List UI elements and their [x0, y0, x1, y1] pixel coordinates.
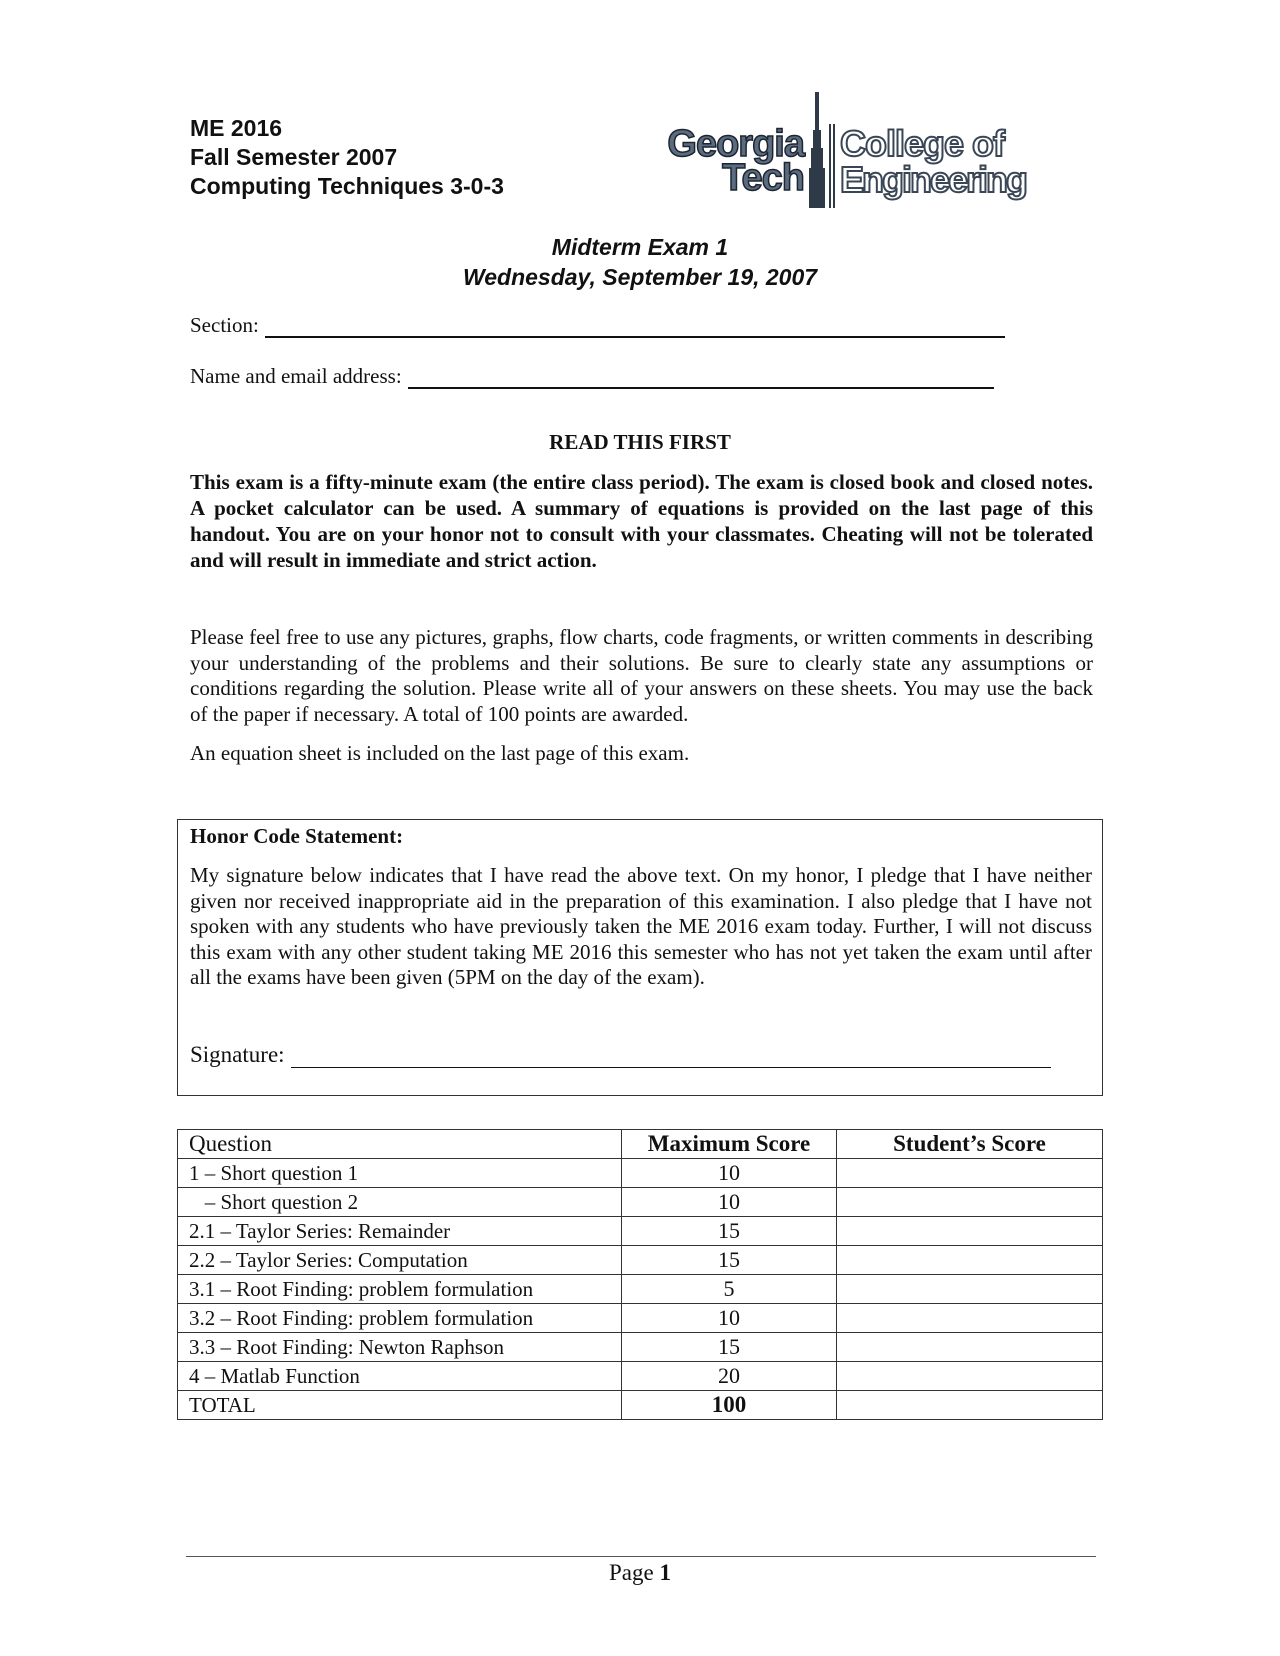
name-email-label: Name and email address: [190, 364, 402, 388]
max-score-cell: 10 [622, 1188, 837, 1217]
footer-divider [186, 1556, 1096, 1557]
student-score-cell[interactable] [837, 1362, 1103, 1391]
table-row [178, 1304, 1103, 1333]
total-student-score-cell[interactable] [837, 1391, 1103, 1420]
max-score-cell: 15 [622, 1217, 837, 1246]
score-table [177, 1129, 1103, 1420]
section-label: Section: [190, 313, 259, 337]
read-first-heading: READ THIS FIRST [549, 430, 731, 454]
exam-title: Midterm Exam 1 [551, 234, 729, 260]
course-name: Computing Techniques 3-0-3 [190, 173, 504, 199]
page-footer [0, 1560, 1280, 1586]
max-score-cell: 10 [622, 1159, 837, 1188]
student-score-cell[interactable] [837, 1246, 1103, 1275]
signature-field[interactable] [190, 1042, 1051, 1068]
max-score-header: Maximum Score [622, 1130, 837, 1159]
max-score-cell: 5 [622, 1275, 837, 1304]
honor-code-text: My signature below indicates that I have read the above text. On my honor, I pledge that I have neither given nor received inappropriate aid in the preparation of this examination. I also pledge that I have not spoken with any students who have previously taken the ME 2016 exam today. Further, I will not discuss this exam with any other student taking ME 2016 this semester who has not yet taken the exam until after all the exams have been given (5PM on the day of the exam). [190, 863, 1092, 989]
section-blank[interactable] [265, 318, 1005, 338]
signature-label: Signature: [190, 1042, 285, 1067]
question-header: Question [178, 1130, 622, 1159]
total-row [178, 1391, 1103, 1420]
equation-sheet-note: An equation sheet is included on the last page of this exam. [190, 741, 690, 765]
logo-engineering-text: Engineering [840, 159, 1027, 200]
max-score-cell: 20 [622, 1362, 837, 1391]
student-score-cell[interactable] [837, 1304, 1103, 1333]
name-email-blank[interactable] [408, 369, 994, 389]
table-row [178, 1217, 1103, 1246]
logo-tech-text: Tech [722, 157, 804, 199]
question-cell: – Short question 2 [178, 1188, 622, 1217]
student-score-cell[interactable] [837, 1333, 1103, 1362]
max-score-cell: 15 [622, 1333, 837, 1362]
exam-warning: This exam is a fifty-minute exam (the entire class period). The exam is closed book and closed notes. A pocket calculator can be used. A summary of equations is provided on the last page of this handout. You are on your honor not to consult with your classmates. Cheating will not be tolerated and will result in immediate and strict action. [190, 470, 1093, 572]
question-cell: 3.1 – Root Finding: problem formulation [178, 1275, 622, 1304]
page-number: 1 [659, 1560, 671, 1585]
honor-code-title: Honor Code Statement: [190, 824, 404, 848]
semester: Fall Semester 2007 [190, 144, 398, 170]
table-row [178, 1246, 1103, 1275]
course-code: ME 2016 [190, 115, 283, 141]
student-score-cell[interactable] [837, 1188, 1103, 1217]
table-row [178, 1362, 1103, 1391]
question-cell: 2.2 – Taylor Series: Computation [178, 1246, 622, 1275]
question-cell: 3.2 – Root Finding: problem formulation [178, 1304, 622, 1333]
question-cell: 3.3 – Root Finding: Newton Raphson [178, 1333, 622, 1362]
total-label-cell: TOTAL [178, 1391, 622, 1420]
question-cell: 2.1 – Taylor Series: Remainder [178, 1217, 622, 1246]
table-row [178, 1333, 1103, 1362]
total-max-score-cell: 100 [622, 1391, 837, 1420]
max-score-cell: 10 [622, 1304, 837, 1333]
page-label: Page [609, 1560, 654, 1585]
student-score-cell[interactable] [837, 1217, 1103, 1246]
honor-code-box [177, 819, 1103, 1096]
question-cell: 4 – Matlab Function [178, 1362, 622, 1391]
table-row [178, 1159, 1103, 1188]
table-row [178, 1275, 1103, 1304]
question-cell: 1 – Short question 1 [178, 1159, 622, 1188]
logo-tower-icon [809, 92, 835, 208]
exam-instructions: Please feel free to use any pictures, graphs, flow charts, code fragments, or written comments in describing your understanding of the problems and their solutions. Be sure to clearly state any assumptions or conditions regarding the solution. Please write all of your answers on these sheets. You may use the back of the paper if necessary. A total of 100 points are awarded. [190, 625, 1093, 726]
table-row [178, 1188, 1103, 1217]
georgia-tech-college-of-engineering-logo [632, 90, 1112, 220]
exam-title-block [190, 232, 1090, 292]
exam-date: Wednesday, September 19, 2007 [462, 264, 818, 290]
section-field[interactable] [190, 313, 1005, 338]
student-score-cell[interactable] [837, 1159, 1103, 1188]
student-score-cell[interactable] [837, 1275, 1103, 1304]
signature-blank[interactable] [291, 1047, 1051, 1068]
student-score-header: Student’s Score [837, 1130, 1103, 1159]
logo-college-text: College of [840, 123, 1005, 164]
course-header [190, 114, 504, 201]
max-score-cell: 15 [622, 1246, 837, 1275]
logo-georgia-text: Georgia [667, 123, 804, 165]
name-email-field[interactable] [190, 364, 994, 389]
score-table-header-row [178, 1130, 1103, 1159]
